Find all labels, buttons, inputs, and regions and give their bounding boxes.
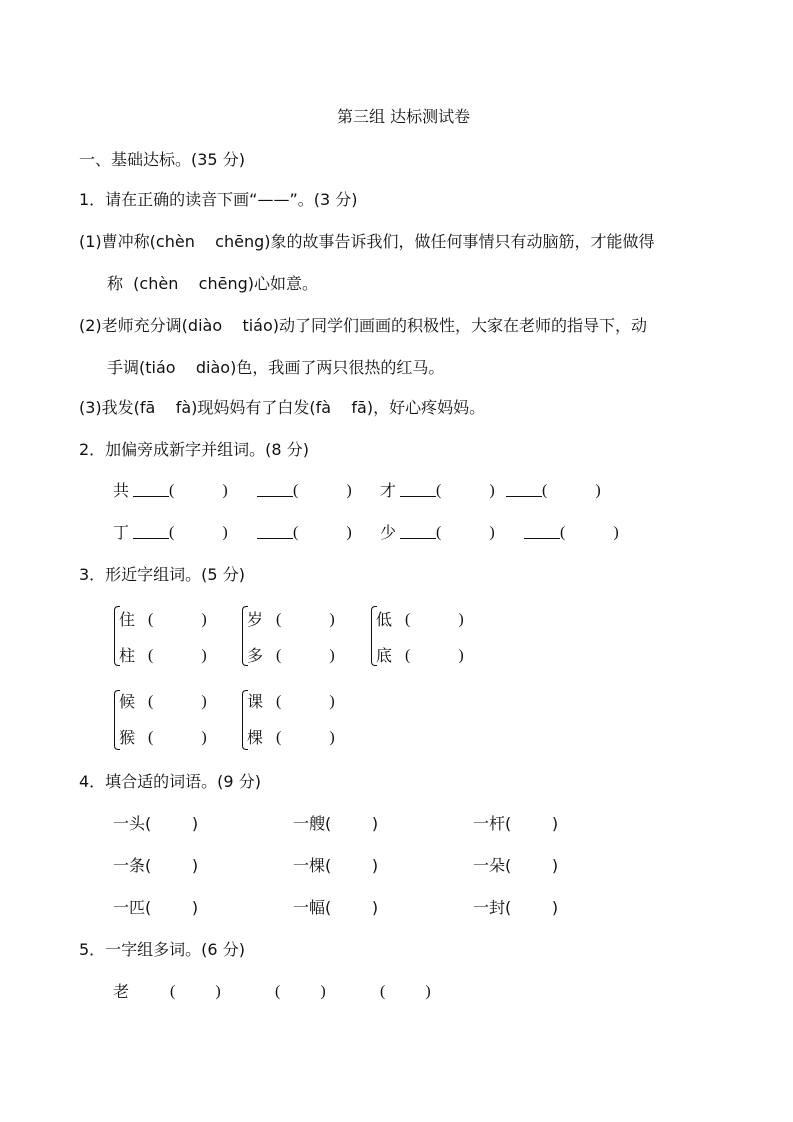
answer-paren[interactable]: ( )	[275, 983, 326, 1000]
question-1-line: (2)老师充分调(diào tiáo)动了同学们画画的积极性，大家在老师的指导下，动	[79, 316, 648, 335]
question-2-heading: 2．加偏旁成新字并组词。(8 分)	[79, 440, 309, 459]
similar-char: 底	[376, 646, 393, 665]
similar-char: 课	[247, 692, 264, 711]
question-1-line: 手调(tiáo diào)色，我画了两只很热的红马。	[107, 358, 445, 377]
answer-paren[interactable]: ( )	[405, 611, 464, 628]
answer-blank[interactable]	[400, 524, 436, 539]
answer-paren[interactable]: ( )	[169, 482, 228, 499]
answer-paren[interactable]: ( )	[405, 647, 464, 664]
answer-paren[interactable]: ( )	[169, 524, 228, 541]
measure-word-item[interactable]: 一匹( )	[113, 898, 199, 917]
answer-paren[interactable]: ( )	[380, 983, 431, 1000]
answer-blank[interactable]	[524, 524, 560, 539]
answer-blank[interactable]	[257, 524, 293, 539]
answer-blank[interactable]	[133, 524, 169, 539]
answer-paren[interactable]: ( )	[293, 524, 352, 541]
answer-paren[interactable]: ( )	[436, 524, 495, 541]
question-1-line: 称 (chèn chēng)心如意。	[107, 274, 319, 293]
answer-paren[interactable]: ( )	[276, 647, 335, 664]
similar-char: 猴	[119, 728, 136, 747]
measure-word-item[interactable]: 一棵( )	[293, 856, 379, 875]
section-heading: 一、基础达标。(35 分)	[79, 150, 245, 169]
radical-char: 才	[380, 481, 397, 500]
similar-char: 多	[247, 646, 264, 665]
answer-paren[interactable]: ( )	[436, 482, 495, 499]
similar-char: 柱	[119, 646, 136, 665]
base-char: 老	[113, 982, 130, 1001]
question-4-heading: 4．填合适的词语。(9 分)	[79, 772, 261, 791]
measure-word-item[interactable]: 一头( )	[113, 814, 199, 833]
measure-word-item[interactable]: 一朵( )	[473, 856, 559, 875]
question-5-heading: 5．一字组多词。(6 分)	[79, 940, 245, 959]
measure-word-item[interactable]: 一条( )	[113, 856, 199, 875]
measure-word-item[interactable]: 一封( )	[473, 898, 559, 917]
measure-word-item[interactable]: 一艘( )	[293, 814, 379, 833]
answer-blank[interactable]	[506, 482, 542, 497]
similar-char: 住	[119, 610, 136, 629]
answer-paren[interactable]: ( )	[276, 611, 335, 628]
answer-paren[interactable]: ( )	[170, 983, 221, 1000]
similar-char: 棵	[247, 728, 264, 747]
radical-char: 丁	[113, 523, 130, 542]
answer-blank[interactable]	[133, 482, 169, 497]
answer-paren[interactable]: ( )	[276, 693, 335, 710]
answer-blank[interactable]	[257, 482, 293, 497]
question-1-line: (3)我发(fā fà)现妈妈有了白发(fà fā)，好心疼妈妈。	[79, 398, 486, 417]
answer-paren[interactable]: ( )	[148, 729, 207, 746]
question-1-heading: 1．请在正确的读音下画“——”。(3 分)	[79, 190, 358, 209]
radical-char: 共	[113, 481, 130, 500]
answer-paren[interactable]: ( )	[148, 693, 207, 710]
radical-char: 少	[380, 523, 397, 542]
page-title: 第三组 达标测试卷	[337, 107, 471, 126]
similar-char: 低	[376, 610, 393, 629]
answer-paren[interactable]: ( )	[276, 729, 335, 746]
answer-blank[interactable]	[400, 482, 436, 497]
question-3-heading: 3．形近字组词。(5 分)	[79, 565, 245, 584]
answer-paren[interactable]: ( )	[293, 482, 352, 499]
similar-char: 岁	[247, 610, 264, 629]
answer-paren[interactable]: ( )	[560, 524, 619, 541]
similar-char: 候	[119, 692, 136, 711]
answer-paren[interactable]: ( )	[148, 647, 207, 664]
measure-word-item[interactable]: 一杆( )	[473, 814, 559, 833]
answer-paren[interactable]: ( )	[542, 482, 601, 499]
answer-paren[interactable]: ( )	[148, 611, 207, 628]
measure-word-item[interactable]: 一幅( )	[293, 898, 379, 917]
question-1-line: (1)曹冲称(chèn chēng)象的故事告诉我们，做任何事情只有动脑筋，才能做得	[79, 232, 655, 251]
